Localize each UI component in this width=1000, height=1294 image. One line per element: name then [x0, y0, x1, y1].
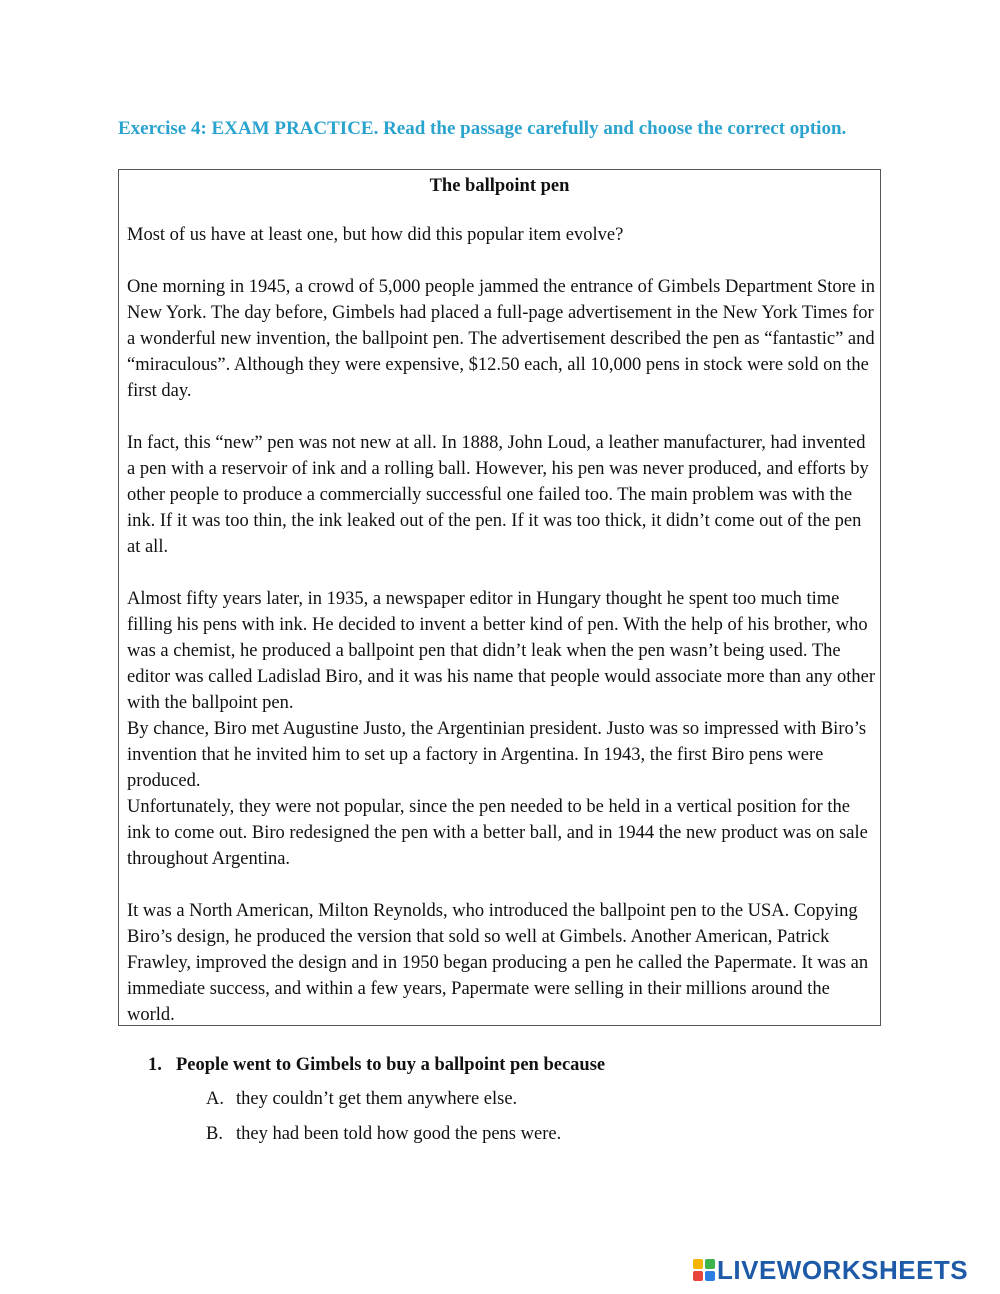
- option-letter: B.: [206, 1124, 223, 1144]
- liveworksheets-logo: [693, 1255, 968, 1285]
- option-letter: A.: [206, 1089, 224, 1109]
- passage-paragraph-justo: By chance, Biro met Augustine Justo, the Argentinian president. Justo was so impressed with Biro’s invention that he invited him to set up a factory in Argentina. In 1943, the first Biro pens were produced.: [127, 719, 867, 791]
- passage-paragraph-intro: Most of us have at least one, but how did this popular item evolve?: [127, 225, 624, 245]
- passage-paragraph-redesign: Unfortunately, they were not popular, since the pen needed to be held in a vertical position for the ink to come out. Biro redesigned the pen with a better ball, and in 1944 the new product was on sale throughout Argentina.: [127, 797, 868, 869]
- logo-square-green: [705, 1259, 715, 1269]
- passage-box: [118, 169, 881, 1026]
- logo-text: LIVEWORKSHEETS: [717, 1254, 969, 1285]
- logo-squares-icon: [693, 1259, 715, 1281]
- question-1: [148, 1052, 605, 1078]
- logo-square-blue: [705, 1271, 715, 1281]
- option-text: they had been told how good the pens were.: [236, 1124, 562, 1144]
- option-text: they couldn’t get them anywhere else.: [236, 1089, 518, 1109]
- question-text: People went to Gimbels to buy a ballpoint pen because: [176, 1055, 606, 1075]
- passage-paragraph-reynolds: It was a North American, Milton Reynolds, who introduced the ballpoint pen to the USA. Copying Biro’s design, he produced the version that sold so well at Gimbels. Another American, Patrick Frawley, improved the design and in 1950 began producing a pen he called the Papermate. It was an immediate success, and within a few years, Papermate were selling in their millions around the world.: [127, 901, 869, 1025]
- question-number: 1.: [148, 1055, 162, 1075]
- passage-paragraph-1888: In fact, this “new” pen was not new at all. In 1888, John Loud, a leather manufacturer, had invented a pen with a reservoir of ink and a rolling ball. However, his pen was never produced, and efforts by other people to produce a commercially successful one failed too. The main problem was with the ink. If it was too thin, the ink leaked out of the pen. If it was too thick, it didn’t come out of the pen at all.: [127, 433, 869, 557]
- passage-paragraph-1935: Almost fifty years later, in 1935, a newspaper editor in Hungary thought he spent too much time filling his pens with ink. He decided to invent a better kind of pen. With the help of his brother, who was a chemist, he produced a ballpoint pen that didn’t leak when the pen wasn’t being used. The editor was called Ladislad Biro, and it was his name that people would associate more than any other with the ballpoint pen.: [127, 589, 876, 713]
- passage-title: The ballpoint pen: [429, 176, 570, 196]
- exercise-heading: Exercise 4: EXAM PRACTICE. Read the passage carefully and choose the correct option.: [118, 118, 847, 139]
- logo-square-red: [693, 1271, 703, 1281]
- passage-paragraph-1945: One morning in 1945, a crowd of 5,000 people jammed the entrance of Gimbels Department Store in New York. The day before, Gimbels had placed a full-page advertisement in the New York Times for a wonderful new invention, the ballpoint pen. The advertisement described the pen as “fantastic” and “miraculous”. Although they were expensive, $12.50 each, all 10,000 pens in stock were sold on the first day.: [127, 277, 876, 401]
- option-a[interactable]: [206, 1086, 517, 1112]
- option-b[interactable]: [206, 1121, 561, 1147]
- logo-square-yellow: [693, 1259, 703, 1269]
